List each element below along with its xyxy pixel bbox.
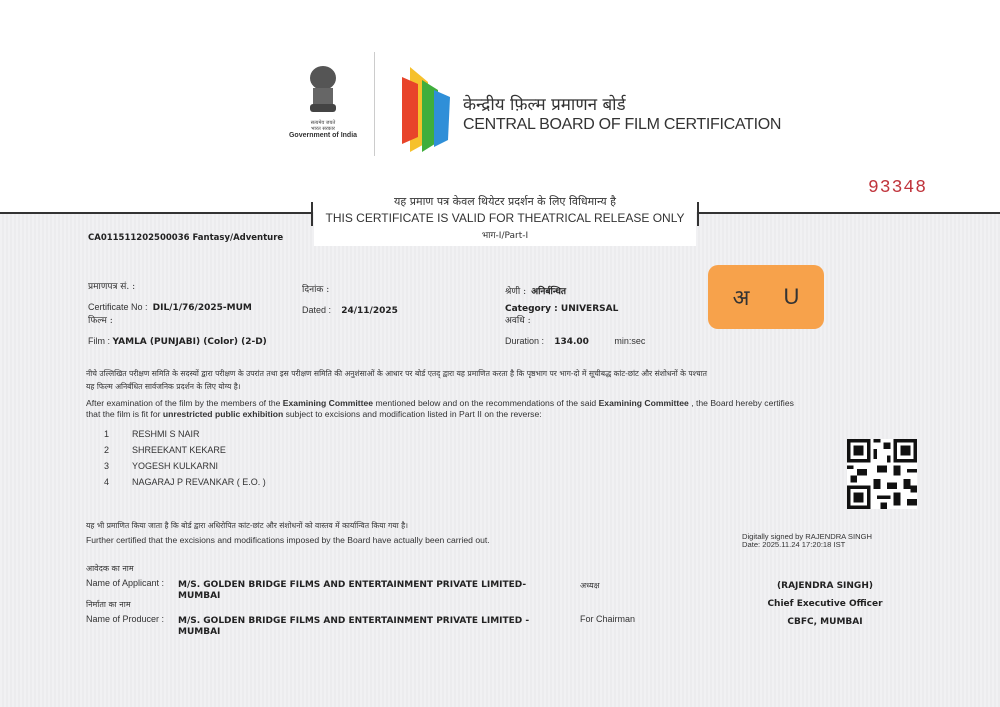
committee-list [104,429,266,493]
digital-signature: Digitally signed by RAJENDRA SINGH Date: 2025.11.24 17:20:18 IST [742,532,872,549]
board-name-english: CENTRAL BOARD OF FILM CERTIFICATION [463,116,782,133]
hindi-certification-text: नीचे उल्लिखित परीक्षण समिति के सदस्यों द्वारा परीक्षण के उपरांत तथा इस परीक्षण समिति की अनुशंसाओं के आधार पर बोर्ड एतद् द्वारा यह प्रमाणित करता है कि पृष्ठभाग पर भाग-दो में सूचीबद्ध कांट-छांट और संशोधनों के पश्चात [86,369,708,378]
emblem-motto: सत्यमेव जयते [310,120,336,126]
category-value: UNIVERSAL [560,304,619,314]
cert-no-value: DIL/1/76/2025-MUM [152,303,252,313]
national-emblem-icon [305,64,341,120]
rating-hindi: अ [732,286,750,311]
rating-english: U [783,284,800,309]
board-name-hindi: केन्द्रीय फ़िल्म प्रमाणन बोर्ड [463,95,626,115]
producer-hindi: निर्माता का नाम [86,600,131,609]
producer-value: M/S. GOLDEN BRIDGE FILMS AND ENTERTAINMENT PRIVATE LIMITED - MUMBAI [178,616,530,637]
emblem-block [288,64,358,139]
validity-banner [314,192,696,246]
reference-number: CA011511202500036 Fantasy/Adventure [88,233,284,243]
emblem-hindi: भारत सरकार [311,126,335,132]
cbfc-logo-icon [398,62,458,152]
hindi-certification-text-2: यह फिल्म अनिर्बंधित सार्वजनिक प्रदर्शन के लिए योग्य है। [86,382,241,391]
duration-value: 134.00 [554,337,589,347]
applicant-value: M/S. GOLDEN BRIDGE FILMS AND ENTERTAINMENT PRIVATE LIMITED- MUMBAI [178,580,527,601]
further-english: Further certified that the excisions and modifications imposed by the Board have actually been carried out. [86,535,490,545]
banner-bar-right [697,202,699,226]
duration-hindi: अवधि : [505,316,531,326]
header-divider [374,52,375,156]
banner-rule-left [0,212,312,214]
for-chairman: For Chairman [580,614,636,624]
date-value: 24/11/2025 [341,306,398,316]
banner-rule-right [698,212,1000,214]
list-item: 3 YOGESH KULKARNI [104,461,219,471]
english-certification-text: After examination of the film by the members of the Examining Committee mentioned below and on the recommendations of the said Examining Committee , the Board hereby certifies [86,398,794,408]
emblem-caption: Government of India [288,132,358,139]
signatory-title: Chief Executive Officer [767,599,883,609]
list-item: 2 SHREEKANT KEKARE [104,445,226,455]
film-hindi: फिल्म : [88,316,113,326]
rating-badge [708,265,824,329]
film-value: YAMLA (PUNJABI) (Color) (2-D) [112,337,267,347]
validity-english: THIS CERTIFICATE IS VALID FOR THEATRICAL RELEASE ONLY [325,211,685,225]
list-item: 4 NAGARAJ P REVANKAR ( E.O. ) [104,477,266,487]
validity-part: भाग-I/Part-I [481,231,529,241]
cert-no-hindi: प्रमाणपत्र सं. : [88,282,136,292]
category-hindi: श्रेणी : अनिर्बन्धित [505,287,567,297]
signatory-office: CBFC, MUMBAI [787,617,863,627]
signatory-name: (RAJENDRA SINGH) [777,581,873,591]
qr-code-icon[interactable] [847,439,917,509]
duration: Duration : 134.00 min:sec [505,336,646,347]
chairman-hindi: अध्यक्ष [580,581,600,590]
serial-number: 93348 [868,178,928,198]
producer-label: Name of Producer : [86,614,165,624]
list-item: 1 RESHMI S NAIR [104,429,200,439]
film: Film : YAMLA (PUNJABI) (Color) (2-D) [88,336,267,347]
applicant-label: Name of Applicant : [86,578,165,588]
date: Dated : 24/11/2025 [302,305,398,316]
cert-no: Certificate No : DIL/1/76/2025-MUM [88,302,252,313]
signatory-block [760,577,890,631]
applicant-hindi: आवेदक का नाम [86,564,134,573]
english-certification-text-2: that the film is fit for unrestricted public exhibition subject to excisions and modification listed in Part II on the reverse: [86,409,542,419]
further-hindi: यह भी प्रमाणित किया जाता है कि बोर्ड द्वारा अधिरोपित कांट-छांट और संशोधनों को वास्तव में कार्यान्वित किया गया है। [86,521,409,530]
banner-bar-left [311,202,313,226]
category: Category : UNIVERSAL [505,304,619,314]
validity-hindi: यह प्रमाण पत्र केवल थियेटर प्रदर्शन के लिए विधिमान्य है [394,195,616,208]
date-hindi: दिनांक : [302,285,330,295]
